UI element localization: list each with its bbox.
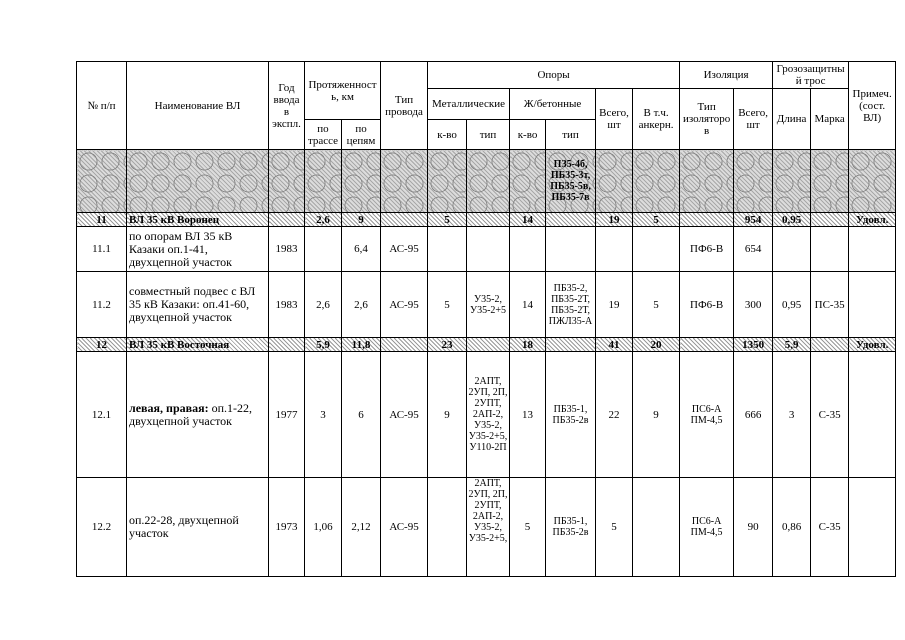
table-row — [77, 478, 896, 577]
cell-total: 22 — [596, 352, 633, 478]
cell-wire: АС-95 — [381, 352, 428, 478]
legend-cell — [77, 150, 127, 213]
cell-note — [849, 227, 896, 272]
cell-c-type: ПБ35-2, ПБ35-2Т, ПБ35-2Т, ПЖЛ35-А — [546, 272, 596, 338]
cell-chains: 6 — [342, 352, 381, 478]
cell-route: 3 — [305, 352, 342, 478]
cell-m-count: 23 — [428, 338, 467, 352]
cell-c-type: ПБ35-1, ПБ35-2в — [546, 352, 596, 478]
cell-num: 12.2 — [77, 478, 127, 577]
cell-c-count — [510, 227, 546, 272]
header-note: Примеч. (сост. ВЛ) — [849, 62, 896, 150]
legend-cell — [342, 150, 381, 213]
cell-m-count: 5 — [428, 272, 467, 338]
cell-year: 1977 — [269, 352, 305, 478]
cell-year — [269, 213, 305, 227]
header-length: Протяженность, км — [305, 62, 381, 120]
cell-m-type: 2АПТ, 2УП, 2П, 2УПТ, 2АП-2, У35-2, У35-2+5, — [467, 478, 510, 577]
cell-c-type: ПБ35-1, ПБ35-2в — [546, 478, 596, 577]
cell-gw-length: 0,95 — [773, 213, 811, 227]
cell-anchor: 5 — [633, 272, 680, 338]
header-metal-type: тип — [467, 120, 510, 150]
cell-gw-brand — [811, 213, 849, 227]
cell-gw-brand: ПС-35 — [811, 272, 849, 338]
cell-m-type — [467, 338, 510, 352]
header-row-1 — [77, 62, 896, 89]
table-row — [77, 213, 896, 227]
header-ground-wire: Грозозащитный трос — [773, 62, 849, 89]
header-gw-brand: Марка — [811, 89, 849, 150]
cell-c-type — [546, 213, 596, 227]
cell-ins-total: 300 — [734, 272, 773, 338]
header-total-pcs: Всего, шт — [596, 89, 633, 150]
cell-ins-total: 654 — [734, 227, 773, 272]
cell-note — [849, 352, 896, 478]
table-row — [77, 352, 896, 478]
cell-gw-length: 3 — [773, 352, 811, 478]
header-gw-length: Длина — [773, 89, 811, 150]
cell-chains: 2,12 — [342, 478, 381, 577]
cell-name — [127, 352, 269, 478]
header-wire-type: Тип провода — [381, 62, 428, 150]
cell-note: Удовл. — [849, 338, 896, 352]
header-year: Год ввода в экспл. — [269, 62, 305, 150]
cell-ins-type: ПС6-А ПМ-4,5 — [680, 352, 734, 478]
cell-route — [305, 227, 342, 272]
cell-c-count: 13 — [510, 352, 546, 478]
cell-m-count: 5 — [428, 213, 467, 227]
cell-name: совместный подвес с ВЛ 35 кВ Казаки: оп.41-60, двухцепной участок — [127, 272, 269, 338]
vl-table — [76, 61, 896, 577]
header-concrete-count: к-во — [510, 120, 546, 150]
cell-ins-total: 1350 — [734, 338, 773, 352]
legend-cell — [510, 150, 546, 213]
cell-gw-length — [773, 227, 811, 272]
cell-name: по опорам ВЛ 35 кВ Казаки оп.1-41, двухцепной участок — [127, 227, 269, 272]
cell-total: 19 — [596, 213, 633, 227]
cell-c-count: 18 — [510, 338, 546, 352]
header-metal: Металлические — [428, 89, 510, 120]
legend-cell — [773, 150, 811, 213]
header-concrete: Ж/бетонные — [510, 89, 596, 120]
cell-num: 12 — [77, 338, 127, 352]
cell-gw-brand — [811, 338, 849, 352]
cell-anchor — [633, 478, 680, 577]
cell-c-type — [546, 227, 596, 272]
cell-total — [596, 227, 633, 272]
cell-m-type — [467, 213, 510, 227]
cell-note — [849, 478, 896, 577]
legend-cell — [428, 150, 467, 213]
cell-name-rest: оп.1-22, двухцепной участок — [129, 400, 253, 428]
cell-route: 2,6 — [305, 272, 342, 338]
cell-m-type: 2АПТ, 2УП, 2П, 2УПТ, 2АП-2, У35-2, У35-2+5, У110-2П — [467, 352, 510, 478]
header-insulation: Изоляция — [680, 62, 773, 89]
legend-cell — [381, 150, 428, 213]
cell-ins-total: 666 — [734, 352, 773, 478]
cell-wire — [381, 213, 428, 227]
cell-note — [849, 272, 896, 338]
cell-m-type: У35-2, У35-2+5 — [467, 272, 510, 338]
legend-concrete-type: ПЗ5-4б, ПБ35-3т, ПБ35-5в, ПБ35-7в — [546, 150, 596, 213]
header-num: № п/п — [77, 62, 127, 150]
cell-m-count — [428, 478, 467, 577]
header-supports: Опоры — [428, 62, 680, 89]
header-metal-count: к-во — [428, 120, 467, 150]
cell-num: 11 — [77, 213, 127, 227]
cell-gw-brand — [811, 227, 849, 272]
table-row — [77, 338, 896, 352]
cell-ins-total: 954 — [734, 213, 773, 227]
cell-c-count: 14 — [510, 272, 546, 338]
legend-cell — [305, 150, 342, 213]
cell-anchor: 5 — [633, 213, 680, 227]
cell-year: 1983 — [269, 227, 305, 272]
header-insulator-type: Тип изоляторов — [680, 89, 734, 150]
cell-wire: АС-95 — [381, 272, 428, 338]
cell-wire — [381, 338, 428, 352]
cell-anchor — [633, 227, 680, 272]
cell-note: Удовл. — [849, 213, 896, 227]
cell-chains: 9 — [342, 213, 381, 227]
cell-c-type — [546, 338, 596, 352]
header-concrete-type: тип — [546, 120, 596, 150]
cell-route: 5,9 — [305, 338, 342, 352]
header-length-chains: по цепям — [342, 120, 381, 150]
cell-gw-length: 0,95 — [773, 272, 811, 338]
cell-year — [269, 338, 305, 352]
cell-num: 12.1 — [77, 352, 127, 478]
cell-gw-brand: С-35 — [811, 352, 849, 478]
cell-c-count: 14 — [510, 213, 546, 227]
cell-m-count — [428, 227, 467, 272]
legend-cell — [467, 150, 510, 213]
legend-cell — [269, 150, 305, 213]
cell-num: 11.1 — [77, 227, 127, 272]
cell-c-count: 5 — [510, 478, 546, 577]
table-row — [77, 272, 896, 338]
cell-ins-total: 90 — [734, 478, 773, 577]
cell-name-bold: левая, правая: — [129, 400, 209, 415]
legend-cell — [734, 150, 773, 213]
legend-cell — [633, 150, 680, 213]
cell-ins-type — [680, 213, 734, 227]
header-ins-total: Всего, шт — [734, 89, 773, 150]
cell-total: 19 — [596, 272, 633, 338]
cell-gw-length: 0,86 — [773, 478, 811, 577]
cell-route: 1,06 — [305, 478, 342, 577]
legend-row — [77, 150, 896, 213]
header-length-route: по трассе — [305, 120, 342, 150]
cell-m-count: 9 — [428, 352, 467, 478]
cell-chains: 11,8 — [342, 338, 381, 352]
legend-cell — [849, 150, 896, 213]
cell-name: ВЛ 35 кВ Воронец — [127, 213, 269, 227]
cell-chains: 6,4 — [342, 227, 381, 272]
legend-cell — [127, 150, 269, 213]
cell-total: 5 — [596, 478, 633, 577]
cell-chains: 2,6 — [342, 272, 381, 338]
cell-name: ВЛ 35 кВ Восточная — [127, 338, 269, 352]
cell-route: 2,6 — [305, 213, 342, 227]
cell-gw-brand: С-35 — [811, 478, 849, 577]
cell-ins-type: ПС6-А ПМ-4,5 — [680, 478, 734, 577]
cell-num: 11.2 — [77, 272, 127, 338]
legend-cell — [811, 150, 849, 213]
table-row — [77, 227, 896, 272]
cell-ins-type — [680, 338, 734, 352]
cell-name: оп.22-28, двухцепной участок — [127, 478, 269, 577]
cell-anchor: 20 — [633, 338, 680, 352]
legend-cell — [680, 150, 734, 213]
header-anchor: В т.ч. анкерн. — [633, 89, 680, 150]
cell-ins-type: ПФ6-В — [680, 227, 734, 272]
cell-gw-length: 5,9 — [773, 338, 811, 352]
cell-wire: АС-95 — [381, 478, 428, 577]
cell-anchor: 9 — [633, 352, 680, 478]
legend-cell — [596, 150, 633, 213]
cell-wire: АС-95 — [381, 227, 428, 272]
cell-ins-type: ПФ6-В — [680, 272, 734, 338]
cell-year: 1983 — [269, 272, 305, 338]
cell-m-type — [467, 227, 510, 272]
header-name: Наименование ВЛ — [127, 62, 269, 150]
cell-year: 1973 — [269, 478, 305, 577]
cell-total: 41 — [596, 338, 633, 352]
